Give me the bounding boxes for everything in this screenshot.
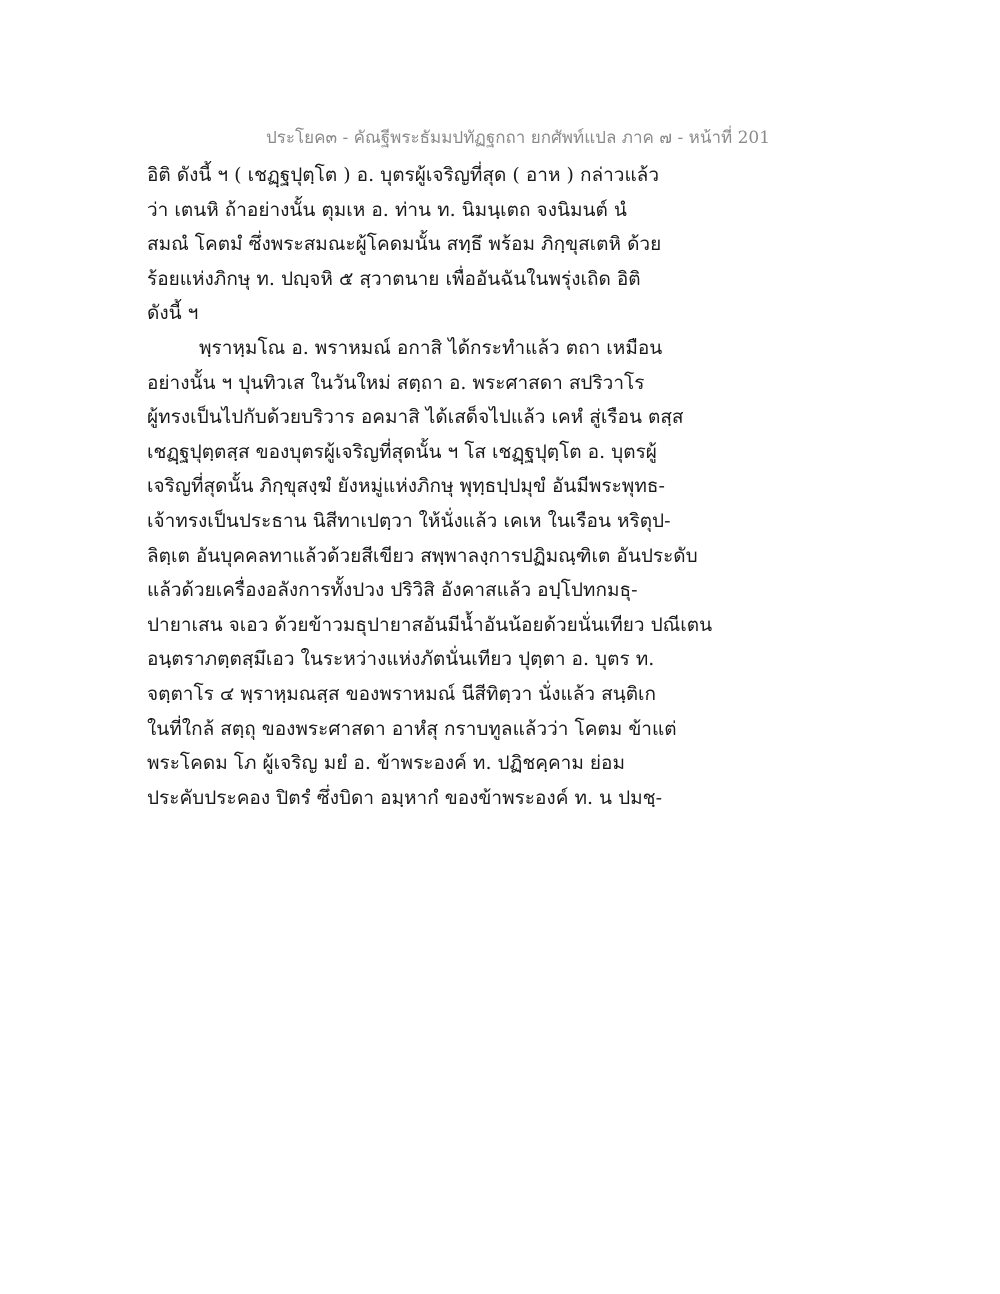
document-body — [147, 158, 713, 815]
text-line: เจริญที่สุดนั้น ภิกฺขุสงฺฆํ ยังหมู่แห่งภิกษุ พุทฺธปฺปมุขํ อันมีพระพุทธ- — [147, 475, 665, 498]
text-line: สมณํ โคตมํ ซึ่งพระสมณะผู้โคดมนั้น สทฺธึ พร้อม ภิกฺขุสเตหิ ด้วย — [147, 233, 662, 256]
text-line: อิติ ดังนี้ ฯ ( เชฏฺฐปุตฺโต ) อ. บุตรผู้เจริญที่สุด ( อาห ) กล่าวแล้ว — [147, 164, 659, 186]
text-line: ประคับประคอง ปิตรํ ซึ่งบิดา อมฺหากํ ของข้าพระองค์ ท. น ปมชฺ- — [147, 786, 662, 809]
text-line: ผู้ทรงเป็นไปกับด้วยบริวาร อคมาสิ ได้เสด็จไปแล้ว เคหํ สู่เรือน ตสฺส — [147, 406, 684, 429]
text-line: ร้อยแห่งภิกษุ ท. ปญฺจหิ ๕ สฺวาตนาย เพื่ออันฉันในพรุ่งเถิด อิติ — [147, 267, 641, 290]
text-line: เชฏฺฐปุตฺตสฺส ของบุตรผู้เจริญที่สุดนั้น ฯ โส เชฏฺฐปุตฺโต อ. บุตรผู้ — [147, 440, 657, 463]
text-line: ในที่ใกล้ สตฺถุ ของพระศาสดา อาหํสุ กราบทูลแล้วว่า โคตม ข้าแต่ — [147, 717, 677, 740]
text-line: อนฺตราภตฺตสฺมึเอว ในระหว่างแห่งภัตนั่นเทียว ปุตฺตา อ. บุตร ท. — [147, 648, 655, 671]
text-line: เจ้าทรงเป็นประธาน นิสีทาเปตฺวา ให้นั่งแล้ว เคเห ในเรือน หริตุป- — [147, 509, 671, 532]
text-line: อย่างนั้น ฯ ปุนทิวเส ในวันใหม่ สตฺถา อ. พระศาสดา สปริวาโร — [147, 371, 645, 394]
text-line: พฺราหฺมโณ อ. พราหมณ์ อกาสิ ได้กระทำแล้ว ตถา เหมือน — [199, 336, 663, 359]
text-line: จตฺตาโร ๔ พฺราหฺมณสฺส ของพราหมณ์ นีสีทิตฺวา นั่งแล้ว สนฺติเก — [147, 682, 657, 705]
page-header — [0, 124, 1000, 151]
page-header-text: ประโยค๓ - คัณฐีพระธัมมปทัฏฐกถา ยกศัพท์แปล ภาค ๗ - หน้าที่ 201 — [265, 128, 771, 148]
text-line: ดังนี้ ฯ — [147, 302, 199, 325]
text-line: ลิตฺเต อันบุคคลทาแล้วด้วยสีเขียว สพฺพาลงฺการปฏิมณฺฑิเต อันประดับ — [147, 544, 698, 567]
paragraph-2 — [147, 331, 713, 815]
paragraph-1 — [147, 158, 707, 331]
text-line: แล้วด้วยเครื่องอลังการทั้งปวง ปริวิสิ อังคาสแล้ว อปฺโปทกมธุ- — [147, 579, 638, 602]
text-line: ปายาเสน จเอว ด้วยข้าวมธุปายาสอันมีน้ำอันน้อยด้วยนั่นเทียว ปณีเตน — [147, 613, 713, 636]
text-line: ว่า เตนหิ ถ้าอย่างนั้น ตุมเห อ. ท่าน ท. นิมนฺเตถ จงนิมนต์ นํ — [147, 198, 627, 221]
text-line: พระโคดม โภ ผู้เจริญ มยํ อ. ข้าพระองค์ ท. ปฏิชคฺคาม ย่อม — [147, 752, 625, 775]
